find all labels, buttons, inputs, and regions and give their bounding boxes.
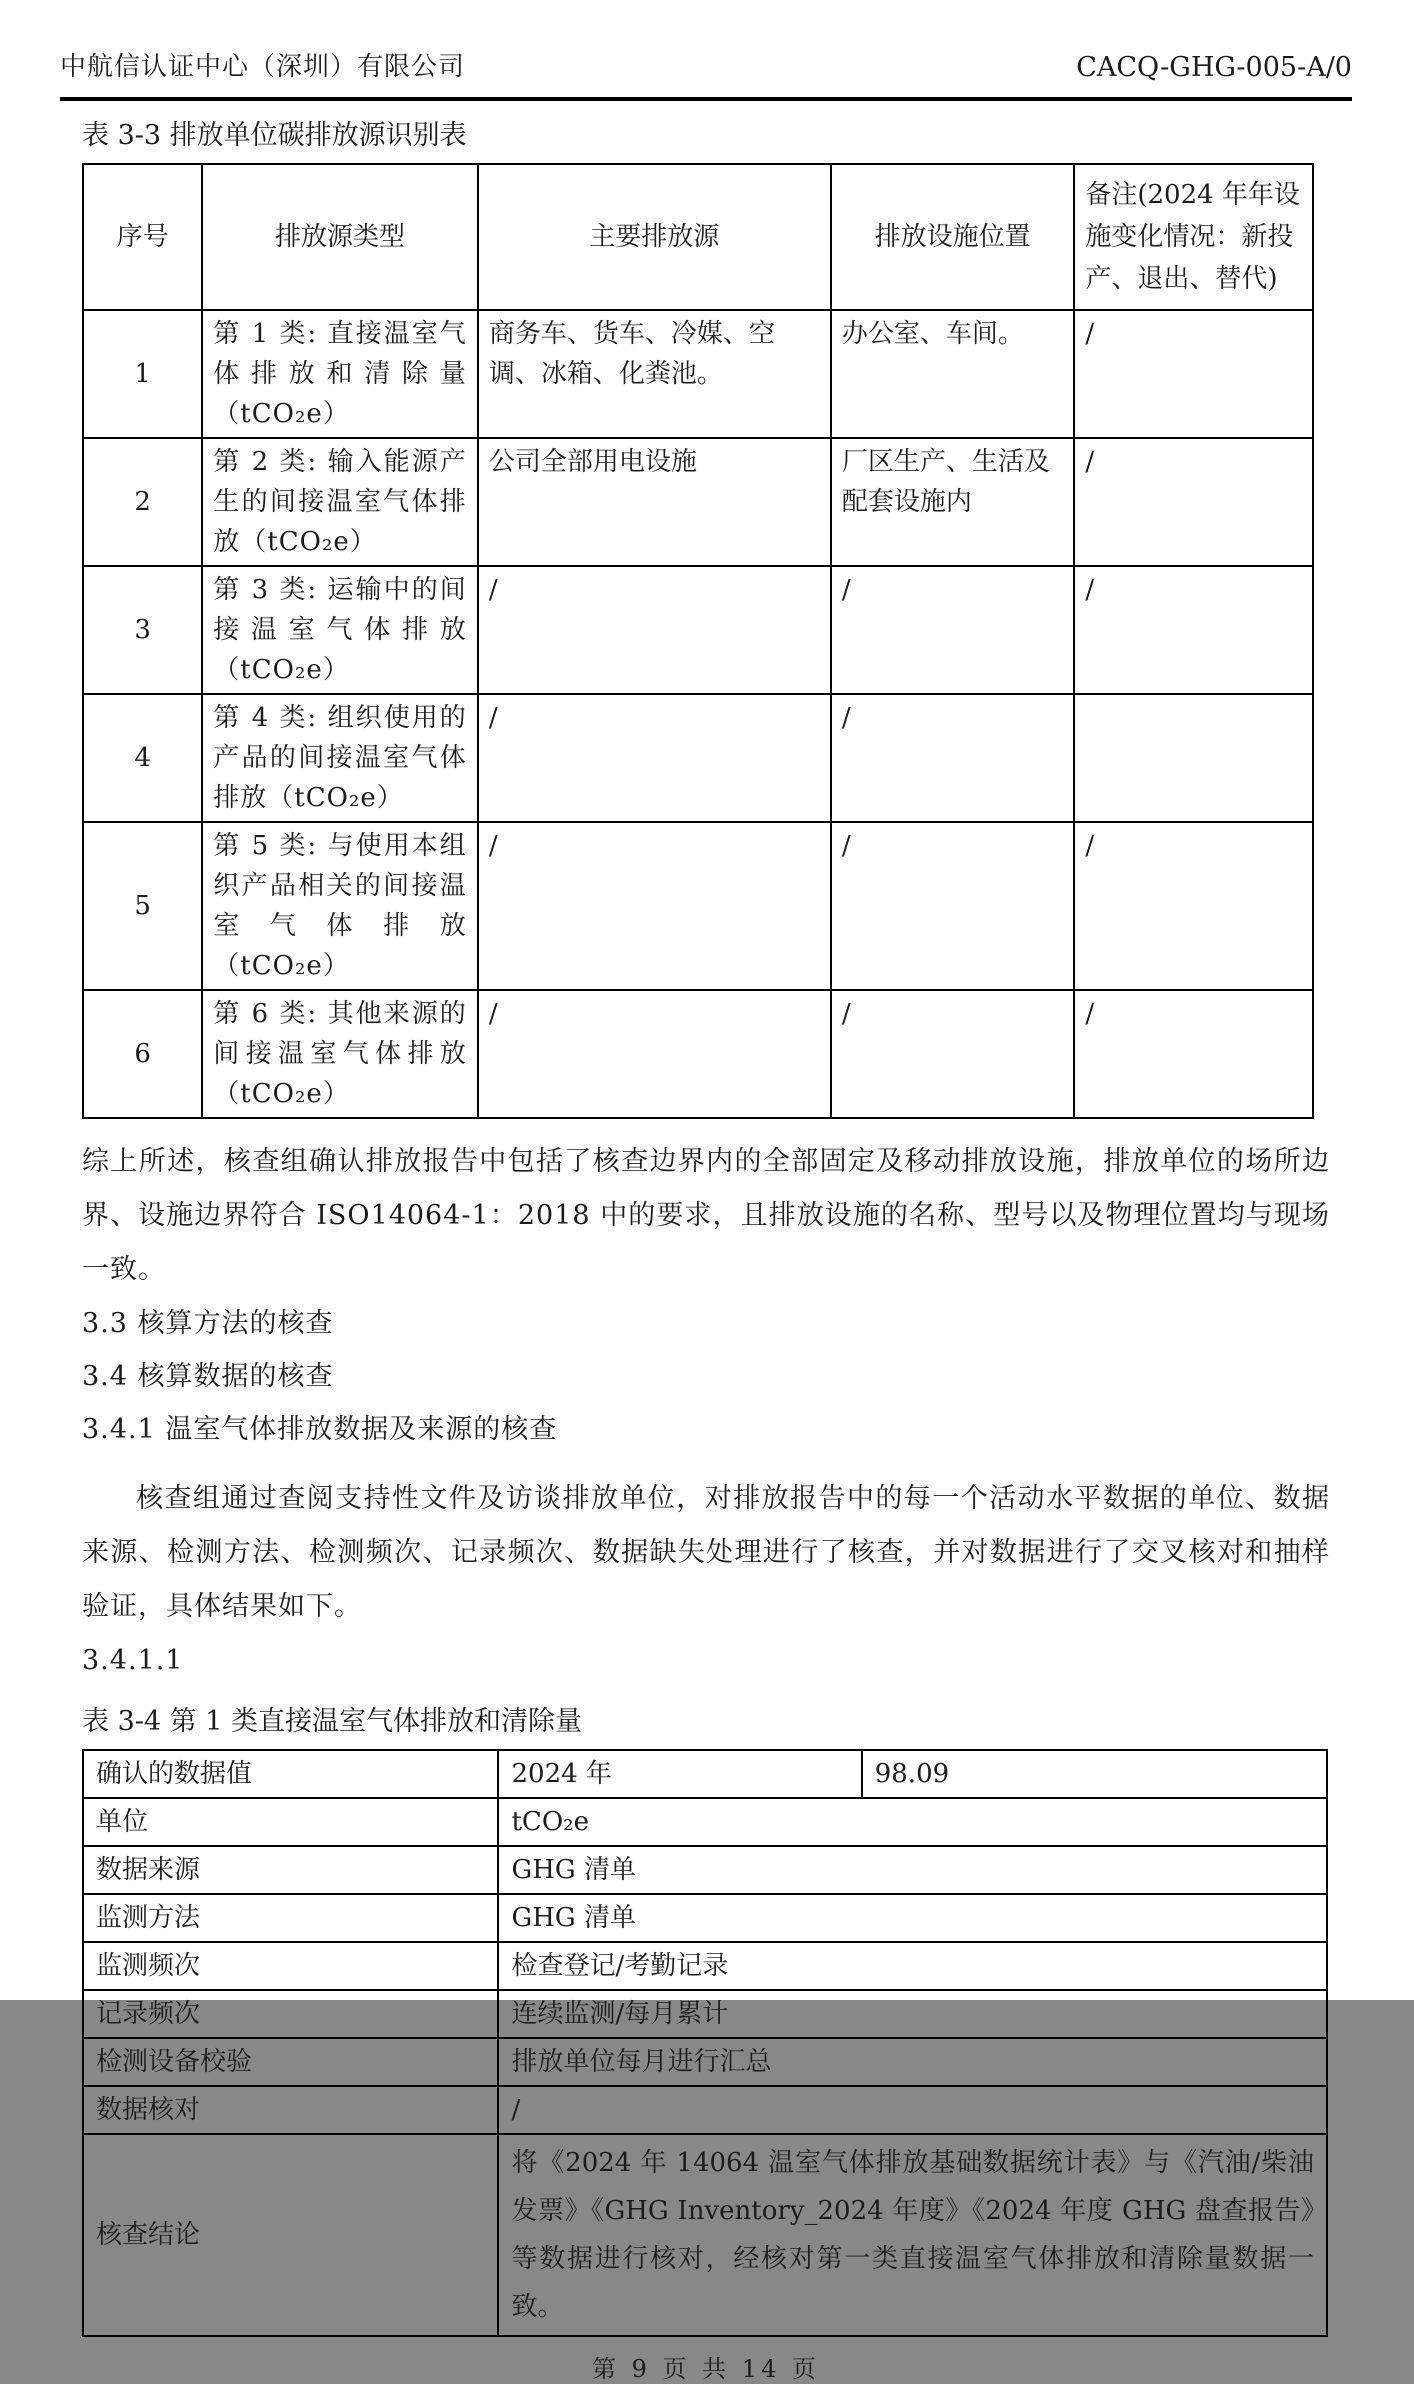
table-3-3-header-row (83, 164, 1313, 310)
t34-label: 数据核对 (83, 2086, 498, 2134)
t34-label: 检测设备校验 (83, 2038, 498, 2086)
t34-label: 核查结论 (83, 2134, 498, 2336)
t33-cell-source: 公司全部用电设施 (478, 438, 831, 566)
t33-cell-note: / (1074, 310, 1313, 438)
table-row (83, 566, 1313, 694)
t33-cell-type: 第 5 类: 与使用本组织产品相关的间接温室气体排放（tCO₂e） (202, 822, 478, 990)
t33-cell-location: 厂区生产、生活及配套设施内 (831, 438, 1075, 566)
t34-value: GHG 清单 (498, 1846, 1327, 1894)
t33-cell-source: / (478, 822, 831, 990)
table-3-4-title: 表 3-4 第 1 类直接温室气体排放和清除量 (82, 1706, 582, 1737)
table-row (83, 822, 1313, 990)
t34-value: / (498, 2086, 1327, 2134)
t33-cell-source: / (478, 990, 831, 1118)
table-row (83, 1750, 1327, 1798)
table-row (83, 2038, 1327, 2086)
t33-cell-seq: 6 (83, 990, 202, 1118)
section-3-4: 3.4 核算数据的核查 (82, 1361, 334, 1392)
table-row (83, 310, 1313, 438)
t33-cell-location: 办公室、车间。 (831, 310, 1075, 438)
table-row (83, 1846, 1327, 1894)
table-row (83, 1894, 1327, 1942)
t33-header-note: 备注(2024 年年设施变化情况：新投产、退出、替代) (1074, 164, 1313, 310)
method-paragraph: 核查组通过查阅支持性文件及访谈排放单位，对排放报告中的每一个活动水平数据的单位、数据来源、检测方法、检测频次、记录频次、数据缺失处理进行了核查，并对数据进行了交叉核对和抽样验证，具体结果如下。 (82, 1483, 1330, 1622)
t33-header-location: 排放设施位置 (831, 164, 1075, 310)
t33-cell-type: 第 2 类: 输入能源产生的间接温室气体排放（tCO₂e） (202, 438, 478, 566)
table-row (83, 438, 1313, 566)
t33-cell-source: / (478, 566, 831, 694)
t33-cell-source: / (478, 694, 831, 822)
t33-cell-seq: 4 (83, 694, 202, 822)
t34-value: 98.09 (862, 1750, 1327, 1798)
table-3-3 (82, 163, 1314, 1119)
t33-cell-location: / (831, 990, 1075, 1118)
t33-cell-location: / (831, 566, 1075, 694)
t34-year: 2024 年 (498, 1750, 861, 1798)
company-name: 中航信认证中心（深圳）有限公司 (60, 52, 466, 82)
t33-cell-type: 第 3 类: 运输中的间接温室气体排放（tCO₂e） (202, 566, 478, 694)
t34-value: tCO₂e (498, 1798, 1327, 1846)
t34-value: 排放单位每月进行汇总 (498, 2038, 1327, 2086)
section-3-4-1: 3.4.1 温室气体排放数据及来源的核查 (82, 1414, 558, 1445)
table-row (83, 694, 1313, 822)
page-body (82, 119, 1330, 2384)
t33-cell-seq: 2 (83, 438, 202, 566)
section-3-4-1-1: 3.4.1.1 (82, 1645, 184, 1676)
t33-cell-note: / (1074, 438, 1313, 566)
t33-header-type: 排放源类型 (202, 164, 478, 310)
table-3-4 (82, 1749, 1328, 2337)
t33-cell-note: / (1074, 990, 1313, 1118)
table-row (83, 2134, 1327, 2336)
t33-cell-type: 第 6 类: 其他来源的间接温室气体排放（tCO₂e） (202, 990, 478, 1118)
table-3-3-title: 表 3-3 排放单位碳排放源识别表 (82, 120, 467, 151)
t33-cell-note: / (1074, 822, 1313, 990)
table-row (83, 2086, 1327, 2134)
t33-cell-seq: 5 (83, 822, 202, 990)
summary-paragraph: 综上所述，核查组确认排放报告中包括了核查边界内的全部固定及移动排放设施，排放单位的场所边界、设施边界符合 ISO14064-1：2018 中的要求，且排放设施的名称、型号以及物理位置均与现场一致。 (82, 1146, 1330, 1285)
doc-code: CACQ-GHG-005-A/0 (1076, 52, 1352, 83)
t34-value: GHG 清单 (498, 1894, 1327, 1942)
t33-cell-type: 第 1 类: 直接温室气体排放和清除量（tCO₂e） (202, 310, 478, 438)
t34-label: 监测频次 (83, 1942, 498, 1990)
t33-header-source: 主要排放源 (478, 164, 831, 310)
t34-value: 连续监测/每月累计 (498, 1990, 1327, 2038)
t33-header-seq: 序号 (83, 164, 202, 310)
t34-value: 检查登记/考勤记录 (498, 1942, 1327, 1990)
page-number: 第 9 页 共 14 页 (592, 2355, 820, 2383)
t34-label: 记录频次 (83, 1990, 498, 2038)
table-row (83, 1990, 1327, 2038)
table-row (83, 1798, 1327, 1846)
t33-cell-note (1074, 694, 1313, 822)
t34-value: 将《2024 年 14064 温室气体排放基础数据统计表》与《汽油/柴油发票》《GHG Inventory_2024 年度》《2024 年度 GHG 盘查报告》等数据进行核对，经核对第一类直接温室气体排放和清除量数据一致。 (498, 2134, 1327, 2336)
t33-cell-source: 商务车、货车、冷媒、空调、冰箱、化粪池。 (478, 310, 831, 438)
t33-cell-location: / (831, 822, 1075, 990)
t33-cell-note: / (1074, 566, 1313, 694)
t34-label: 确认的数据值 (83, 1750, 498, 1798)
t34-label: 数据来源 (83, 1846, 498, 1894)
section-3-3: 3.3 核算方法的核查 (82, 1308, 334, 1339)
table-row (83, 990, 1313, 1118)
t33-cell-seq: 1 (83, 310, 202, 438)
t34-label: 单位 (83, 1798, 498, 1846)
t33-cell-seq: 3 (83, 566, 202, 694)
t33-cell-type: 第 4 类: 组织使用的产品的间接温室气体排放（tCO₂e） (202, 694, 478, 822)
t33-cell-location: / (831, 694, 1075, 822)
page-header (60, 0, 1352, 101)
table-row (83, 1942, 1327, 1990)
t34-label: 监测方法 (83, 1894, 498, 1942)
